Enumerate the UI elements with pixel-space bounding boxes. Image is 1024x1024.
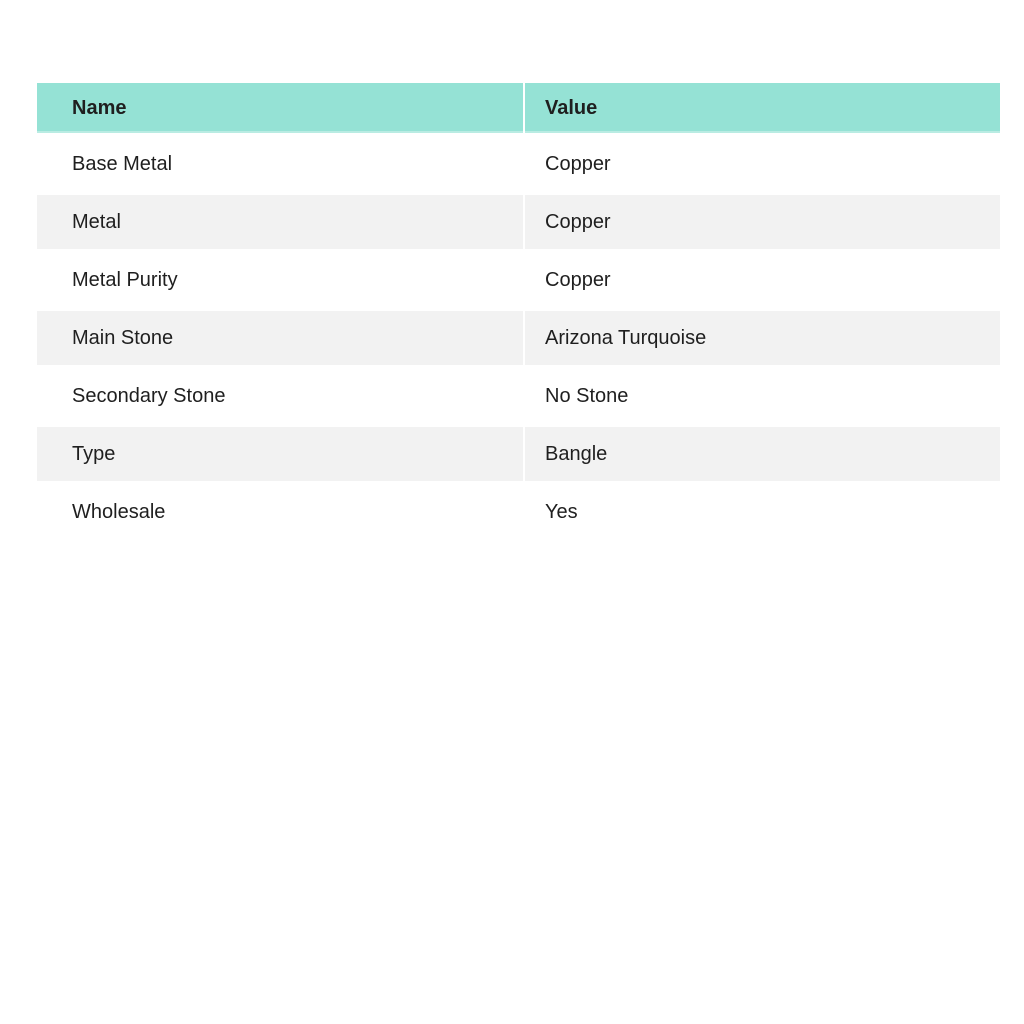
attribute-value-cell: Copper: [525, 137, 1000, 195]
table-row: [37, 427, 1000, 485]
attribute-name-cell: Type: [37, 427, 525, 485]
attribute-value-cell: Yes: [525, 485, 1000, 543]
attribute-name-cell: Base Metal: [37, 137, 525, 195]
table-header: [37, 83, 1000, 137]
table-row: [37, 137, 1000, 195]
table-row: [37, 369, 1000, 427]
attribute-value-cell: No Stone: [525, 369, 1000, 427]
header-cell-name: Name: [37, 83, 525, 137]
attributes-table: [37, 83, 1000, 543]
attributes-table-container: [37, 83, 1000, 543]
attribute-name-cell: Main Stone: [37, 311, 525, 369]
attribute-value-cell: Copper: [525, 253, 1000, 311]
table-row: [37, 311, 1000, 369]
attribute-value-cell: Arizona Turquoise: [525, 311, 1000, 369]
header-cell-value: Value: [525, 83, 1000, 137]
attribute-value-cell: Bangle: [525, 427, 1000, 485]
attribute-name-cell: Wholesale: [37, 485, 525, 543]
attribute-name-cell: Metal Purity: [37, 253, 525, 311]
attribute-value-cell: Copper: [525, 195, 1000, 253]
attribute-name-cell: Secondary Stone: [37, 369, 525, 427]
table-row: [37, 195, 1000, 253]
table-row: [37, 253, 1000, 311]
attribute-name-cell: Metal: [37, 195, 525, 253]
table-body: [37, 137, 1000, 543]
table-header-row: [37, 83, 1000, 137]
table-row: [37, 485, 1000, 543]
